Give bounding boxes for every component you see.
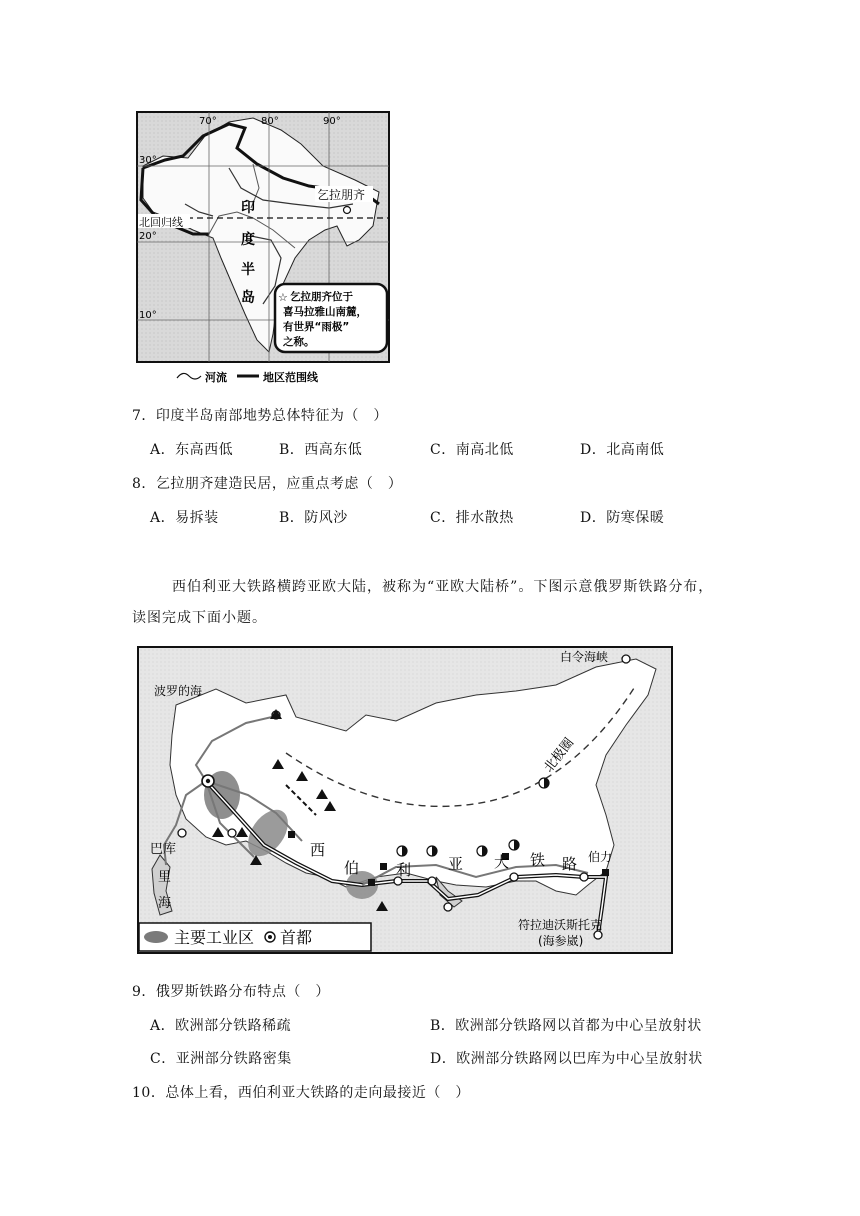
station-icon xyxy=(444,903,452,911)
q7-option-b[interactable]: B．西高东低 xyxy=(279,442,363,458)
q10-stem: 10．总体上看，西伯利亚大铁路的走向最接近（ ） xyxy=(132,1085,470,1101)
station-icon xyxy=(510,873,518,881)
station-icon xyxy=(580,873,588,881)
star-icon: ☆ xyxy=(278,291,288,304)
callout-line-1: 乞拉朋齐位于 xyxy=(290,291,353,303)
rail-char-6: 铁 xyxy=(530,851,546,869)
river-legend-icon xyxy=(177,373,201,379)
city-label: 乞拉朋齐 xyxy=(317,188,366,202)
lon-label-90: 90° xyxy=(323,116,341,127)
india-map xyxy=(133,108,395,388)
callout-line-4: 之称。 xyxy=(283,336,315,348)
baltic-label: 波罗的海 xyxy=(154,684,203,698)
city-marker xyxy=(344,207,351,214)
callout-line-2: 喜马拉雅山南麓， xyxy=(283,306,367,318)
lat-label-10: 10° xyxy=(139,310,157,321)
peninsula-char-4: 岛 xyxy=(241,290,255,306)
q7-option-c[interactable]: C．南高北低 xyxy=(430,442,514,458)
tropic-label: 北回归线 xyxy=(139,216,183,229)
industry-legend-icon xyxy=(144,931,168,943)
lat-label-30: 30° xyxy=(139,155,157,166)
lat-label-20: 20° xyxy=(139,231,157,242)
lon-label-70: 70° xyxy=(199,116,217,127)
intro-line-1: 西伯利亚大铁路横跨亚欧大陆，被称为“亚欧大陆桥”。下图示意俄罗斯铁路分布， xyxy=(172,579,714,595)
q7-option-a[interactable]: A．东高西低 xyxy=(150,442,234,458)
peninsula-char-1: 印 xyxy=(241,200,255,216)
peninsula-char-3: 半 xyxy=(241,262,255,278)
legend-boundary: 地区范围线 xyxy=(263,371,318,384)
bering-label: 白令海峡 xyxy=(560,650,609,664)
industry-square-icon xyxy=(602,869,609,876)
baku-label: 巴库 xyxy=(150,842,177,857)
q9-option-d[interactable]: D．欧洲部分铁路网以巴库为中心呈放射状 xyxy=(430,1051,703,1067)
intro-line-2: 读图完成下面小题。 xyxy=(132,610,267,626)
arctic-circle-label: 北极圈 xyxy=(541,735,578,776)
industry-square-icon xyxy=(380,863,387,870)
russia-rail-map xyxy=(136,645,676,957)
legend-river: 河流 xyxy=(205,371,227,384)
legend-capital: 首都 xyxy=(280,928,313,947)
rail-char-5: 大 xyxy=(494,853,510,871)
caspian-char-2: 海 xyxy=(158,896,172,911)
vladivostok-alt-label: (海参崴) xyxy=(538,934,584,948)
peninsula-char-2: 度 xyxy=(241,232,255,248)
q8-stem: 8．乞拉朋齐建造民居，应重点考虑（ ） xyxy=(132,476,403,492)
industry-square-icon xyxy=(288,831,295,838)
vladivostok-label: 符拉迪沃斯托克 xyxy=(518,918,603,932)
station-icon xyxy=(228,829,236,837)
rail-char-4: 亚 xyxy=(448,855,464,873)
khabarovsk-label: 伯力 xyxy=(588,850,613,864)
q9-option-c[interactable]: C．亚洲部分铁路密集 xyxy=(150,1051,292,1067)
rail-char-7: 路 xyxy=(562,855,578,873)
q9-stem: 9．俄罗斯铁路分布特点（ ） xyxy=(132,984,330,1000)
industry-square-icon xyxy=(368,879,375,886)
rail-char-1: 西 xyxy=(310,841,326,859)
station-icon xyxy=(178,829,186,837)
station-icon xyxy=(428,877,436,885)
rail-char-2: 伯 xyxy=(344,859,360,877)
q8-option-b[interactable]: B．防风沙 xyxy=(279,510,348,526)
rail-char-3: 利 xyxy=(396,861,412,879)
station-icon xyxy=(594,931,602,939)
q9-option-a[interactable]: A．欧洲部分铁路稀疏 xyxy=(150,1018,292,1034)
q8-option-c[interactable]: C．排水散热 xyxy=(430,510,514,526)
legend-industry: 主要工业区 xyxy=(174,928,255,947)
callout-line-3: 有世界“雨极” xyxy=(283,321,350,333)
lon-label-80: 80° xyxy=(261,116,279,127)
station-icon xyxy=(622,655,630,663)
caspian-char-1: 里 xyxy=(158,870,172,885)
q8-option-d[interactable]: D．防寒保暖 xyxy=(580,510,665,526)
q7-option-d[interactable]: D．北高南低 xyxy=(580,442,665,458)
q8-option-a[interactable]: A．易拆装 xyxy=(150,510,219,526)
q9-option-b[interactable]: B．欧洲部分铁路网以首都为中心呈放射状 xyxy=(430,1018,702,1034)
q7-stem: 7．印度半岛南部地势总体特征为（ ） xyxy=(132,408,388,424)
